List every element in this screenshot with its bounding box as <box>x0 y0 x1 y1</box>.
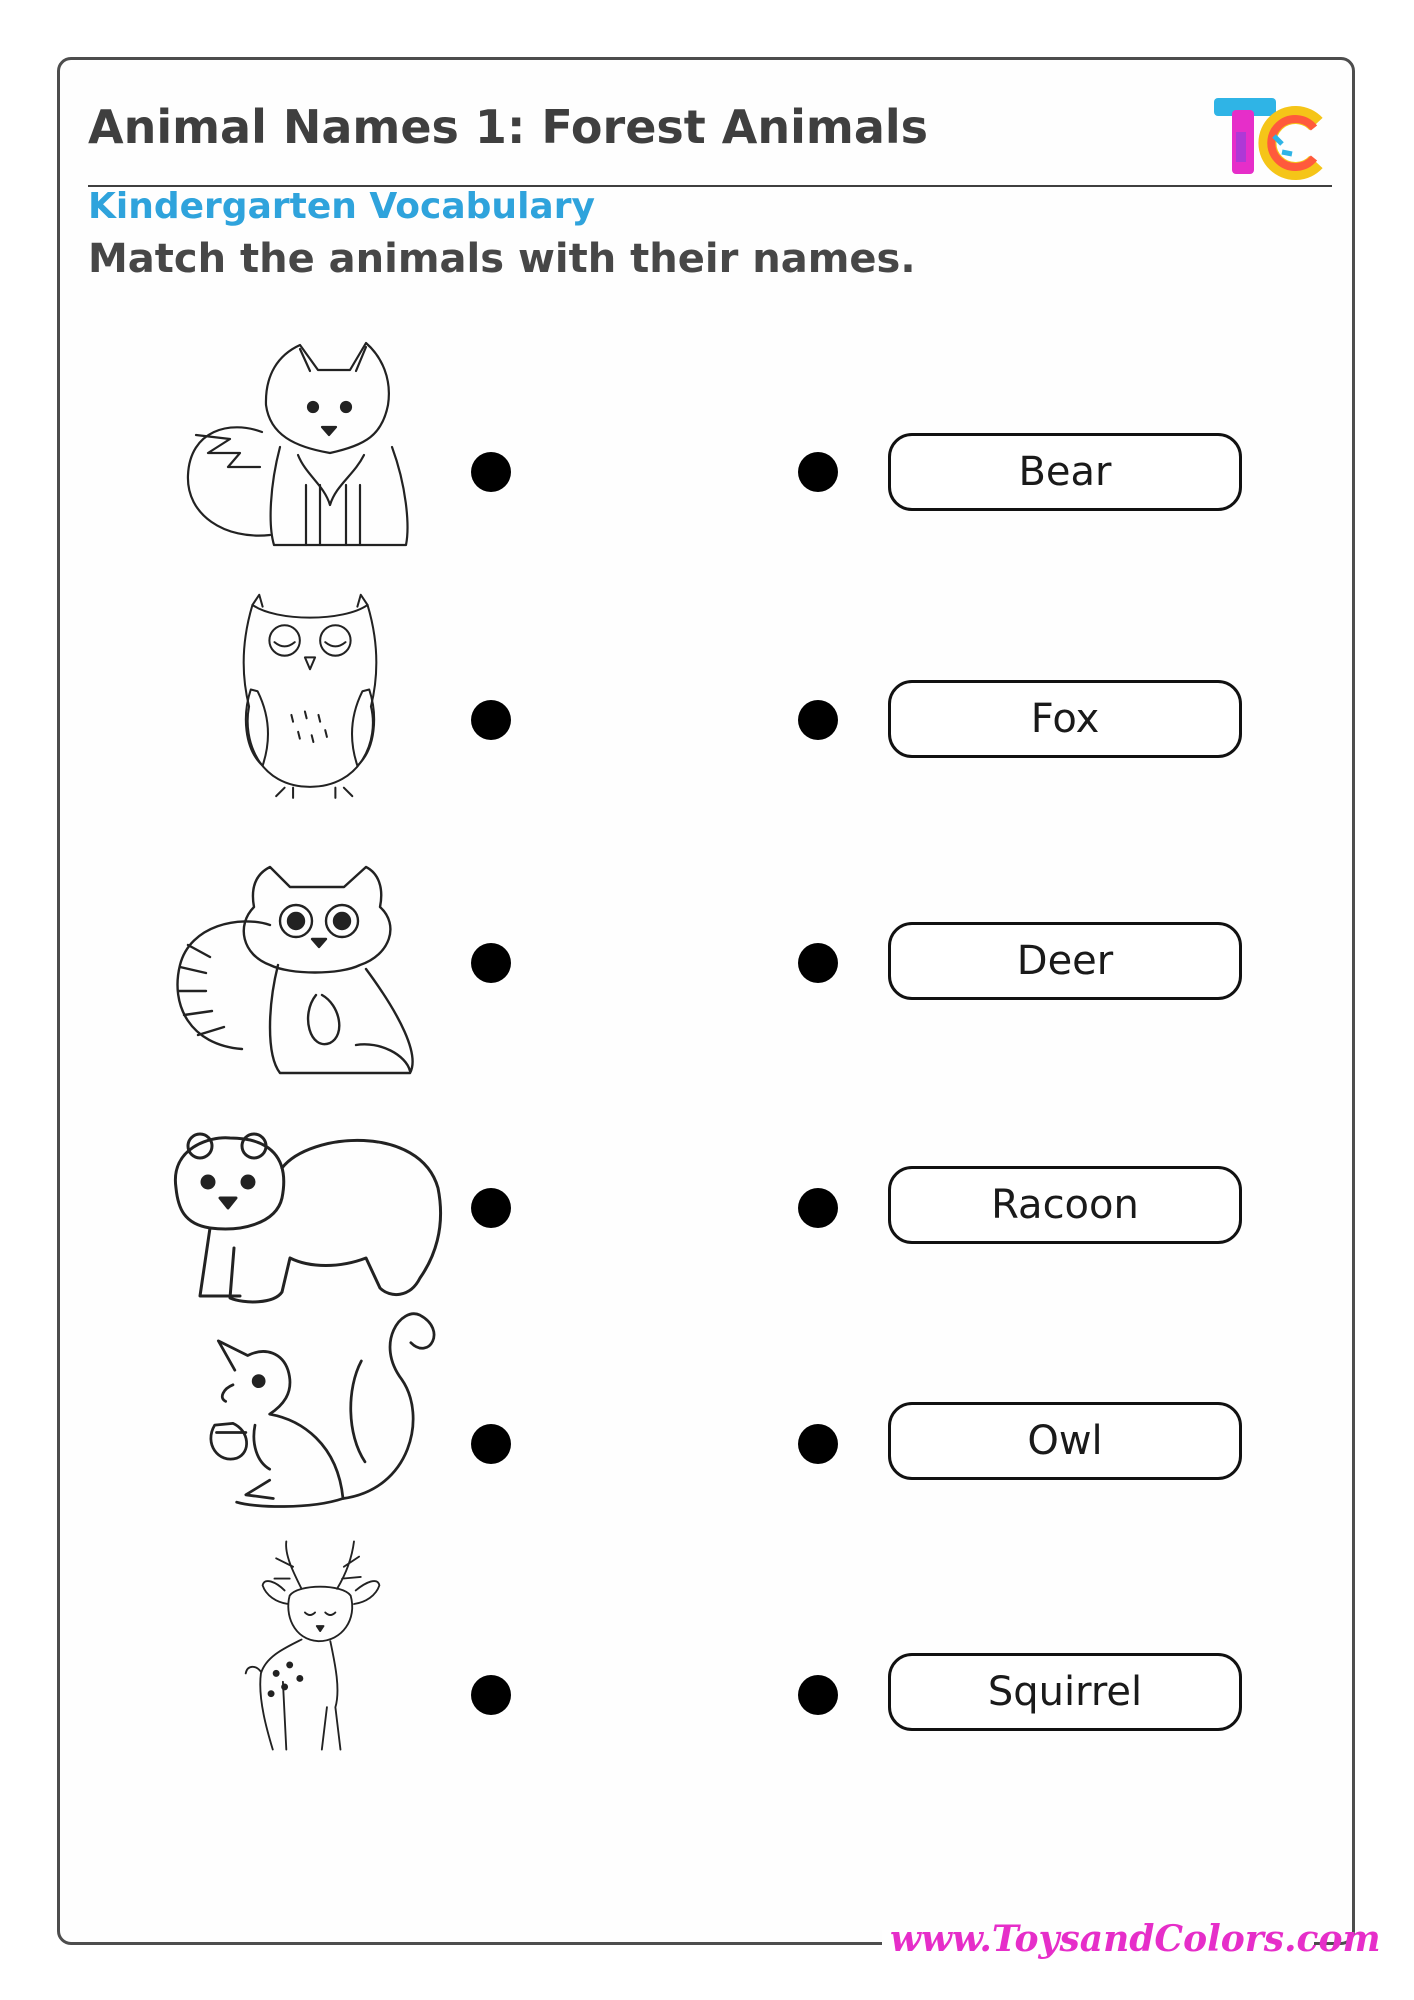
word-dot[interactable] <box>798 943 838 983</box>
owl-icon <box>170 588 450 808</box>
fox-icon <box>170 335 450 555</box>
worksheet-title: Animal Names 1: Forest Animals <box>88 100 929 154</box>
bear-icon <box>170 1108 450 1328</box>
raccoon-icon <box>170 865 450 1085</box>
toys-and-colors-logo-icon <box>1212 92 1324 180</box>
word-box-fox: Fox <box>888 680 1242 758</box>
word-dot[interactable] <box>798 1675 838 1715</box>
animal-dot[interactable] <box>471 1675 511 1715</box>
word-box-squirrel: Squirrel <box>888 1653 1242 1731</box>
animal-dot[interactable] <box>471 1188 511 1228</box>
website-footer[interactable]: www.ToysandColors.com <box>890 1918 1381 1960</box>
worksheet-subtitle: Kindergarten Vocabulary <box>88 186 595 227</box>
animal-dot[interactable] <box>471 700 511 740</box>
word-dot[interactable] <box>798 1188 838 1228</box>
animal-dot[interactable] <box>471 943 511 983</box>
word-box-racoon: Racoon <box>888 1166 1242 1244</box>
word-dot[interactable] <box>798 452 838 492</box>
squirrel-icon <box>170 1306 450 1526</box>
animal-dot[interactable] <box>471 1424 511 1464</box>
word-dot[interactable] <box>798 1424 838 1464</box>
word-box-bear: Bear <box>888 433 1242 511</box>
deer-icon <box>170 1538 450 1758</box>
worksheet-instruction: Match the animals with their names. <box>88 236 916 282</box>
animal-dot[interactable] <box>471 452 511 492</box>
word-box-deer: Deer <box>888 922 1242 1000</box>
word-dot[interactable] <box>798 700 838 740</box>
word-box-owl: Owl <box>888 1402 1242 1480</box>
